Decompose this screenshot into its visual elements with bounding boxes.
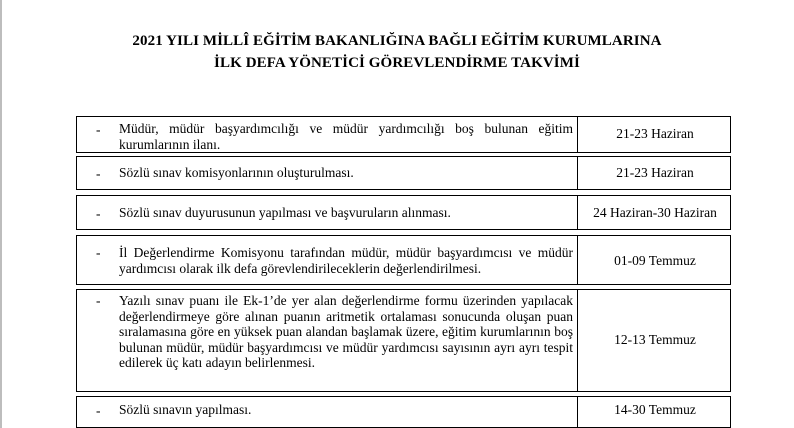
table-row	[76, 235, 731, 285]
date-cell	[577, 290, 732, 391]
row-bullet: -	[96, 122, 101, 137]
row-date: 01-09 Temmuz	[614, 253, 696, 268]
row-bullet: -	[96, 166, 101, 181]
row-date: 21-23 Haziran	[616, 165, 694, 180]
row-description: Sözlü sınav komisyonlarının oluşturulması.	[119, 165, 354, 180]
date-cell	[577, 157, 732, 189]
document-title-line-1: 2021 YILI MİLLÎ EĞİTİM BAKANLIĞINA BAĞLI EĞİTİM KURUMLARINA	[132, 33, 662, 49]
document-title-line-2: İLK DEFA YÖNETİCİ GÖREVLENDİRME TAKVİMİ	[214, 55, 580, 71]
row-bullet: -	[96, 293, 101, 308]
table-row	[76, 156, 731, 190]
row-date: 21-23 Haziran	[616, 126, 694, 141]
row-description: Sözlü sınav duyurusunun yapılması ve başvuruların alınması.	[119, 205, 451, 220]
date-cell	[577, 397, 732, 427]
date-cell	[577, 117, 732, 152]
table-row	[76, 116, 731, 153]
date-cell	[577, 236, 732, 284]
date-cell	[577, 196, 732, 229]
row-bullet: -	[96, 403, 101, 418]
row-date: 12-13 Temmuz	[614, 332, 696, 347]
row-description: Müdür, müdür başyardımcılığı ve müdür yardımcılığı boş bulunan eğitim kurumlarının ilanı.	[119, 121, 573, 152]
row-description: İl Değerlendirme Komisyonu tarafından müdür, müdür başyardımcısı ve müdür yardımcısı olarak ilk defa görevlendirileceklerin değerlendirilmesi.	[119, 245, 573, 276]
table-row	[76, 289, 731, 392]
row-date: 14-30 Temmuz	[614, 402, 696, 417]
table-row	[76, 195, 731, 230]
row-description: Yazılı sınav puanı ile Ek-1’de yer alan değerlendirme formu üzerinden yapılacak değerlendirmeye göre alınan puanın aritmetik ortalaması sonucunda oluşan puan sıralamasına göre en yüksek puan alandan başlamak üzere, eğitim kurumlarının boş bulunan müdür, müdür başyardımcısı ve müdür yardımcısı sayısının ayrı ayrı tespit edilerek üç katı adayın belirlenmesi.	[119, 293, 573, 370]
row-bullet: -	[96, 245, 101, 260]
row-bullet: -	[96, 206, 101, 221]
row-date: 24 Haziran-30 Haziran	[593, 205, 717, 220]
table-row	[76, 396, 731, 428]
row-description: Sözlü sınavın yapılması.	[119, 402, 252, 417]
